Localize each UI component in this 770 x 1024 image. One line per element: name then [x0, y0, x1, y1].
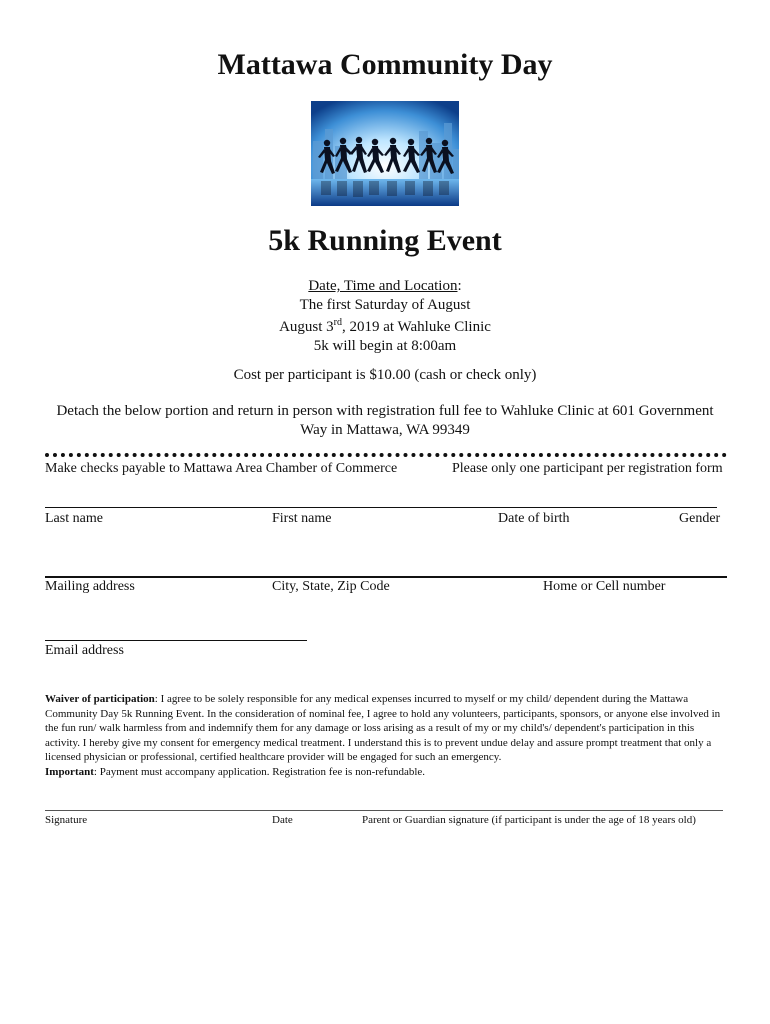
- event-title: 5k Running Event: [268, 224, 502, 257]
- guardian-signature-label: Parent or Guardian signature (if participant is under the age of 18 years old): [362, 814, 696, 826]
- last-name-label: Last name: [45, 511, 103, 526]
- signature-row-line: [45, 810, 723, 811]
- date-suffix: , 2019 at Wahluke Clinic: [342, 319, 491, 335]
- details-line-first-saturday: The first Saturday of August: [299, 296, 471, 313]
- email-label: Email address: [45, 643, 124, 658]
- details-heading-colon: :: [457, 278, 462, 294]
- gender-label: Gender: [679, 511, 721, 526]
- one-participant-text: Please only one participant per registration form: [452, 461, 723, 476]
- mailing-address-label: Mailing address: [45, 579, 135, 594]
- phone-label: Home or Cell number: [543, 579, 666, 594]
- date-prefix: August 3: [279, 319, 334, 335]
- event-details: [0, 277, 770, 355]
- details-line-start-time: 5k will begin at 8:00am: [313, 337, 457, 354]
- waiver-section: [45, 692, 725, 779]
- checks-payable-text: Make checks payable to Mattawa Area Chamber of Commerce: [45, 461, 398, 476]
- waiver-label: Waiver of participation: [45, 693, 155, 705]
- name-row-line: [45, 507, 717, 508]
- first-name-label: First name: [272, 511, 332, 526]
- address-row-line: [45, 576, 727, 578]
- waiver-text: : I agree to be solely responsible for any medical expenses incurred to myself or my child/ dependent during the Mattawa Community Day 5k Running Event. In the consideration of nominal fee, I agree to hold any volunteers, participants, sponsors, or anyone else involved in the fun run/ walk harmless from and indemnify them for any damage or loss arising as a result of my or my child's/ dependent's participation in this activity. I hereby give my consent for emergency medical treatment. I understand this is to prevent undue delay and assure prompt treatment that only a licensed physician or professional, certified healthcare provider will be engaged for such an emergency.: [45, 693, 721, 763]
- details-line-date: [0, 314, 770, 337]
- details-heading: [0, 277, 770, 296]
- runners-image-graphic: [311, 101, 459, 206]
- email-row-line: [45, 640, 307, 641]
- cost-text: Cost per participant is $10.00 (cash or check only): [233, 367, 537, 383]
- date-label: Date: [272, 814, 293, 826]
- date-superscript: rd: [333, 317, 342, 328]
- detach-instructions: Detach the below portion and return in person with registration full fee to Wahluke Clinic at 601 Government Way in Mattawa, WA 99349: [56, 403, 714, 438]
- important-text: : Payment must accompany application. Registration fee is non-refundable.: [93, 765, 426, 778]
- details-heading-label: Date, Time and Location: [308, 278, 458, 294]
- city-state-zip-label: City, State, Zip Code: [272, 579, 390, 594]
- runners-city-skyline-image: [311, 101, 459, 206]
- detach-dotted-line: [45, 453, 727, 457]
- important-label: Important: [45, 765, 94, 778]
- page-title: Mattawa Community Day: [217, 48, 553, 81]
- signature-label: Signature: [45, 814, 88, 826]
- date-of-birth-label: Date of birth: [498, 511, 570, 526]
